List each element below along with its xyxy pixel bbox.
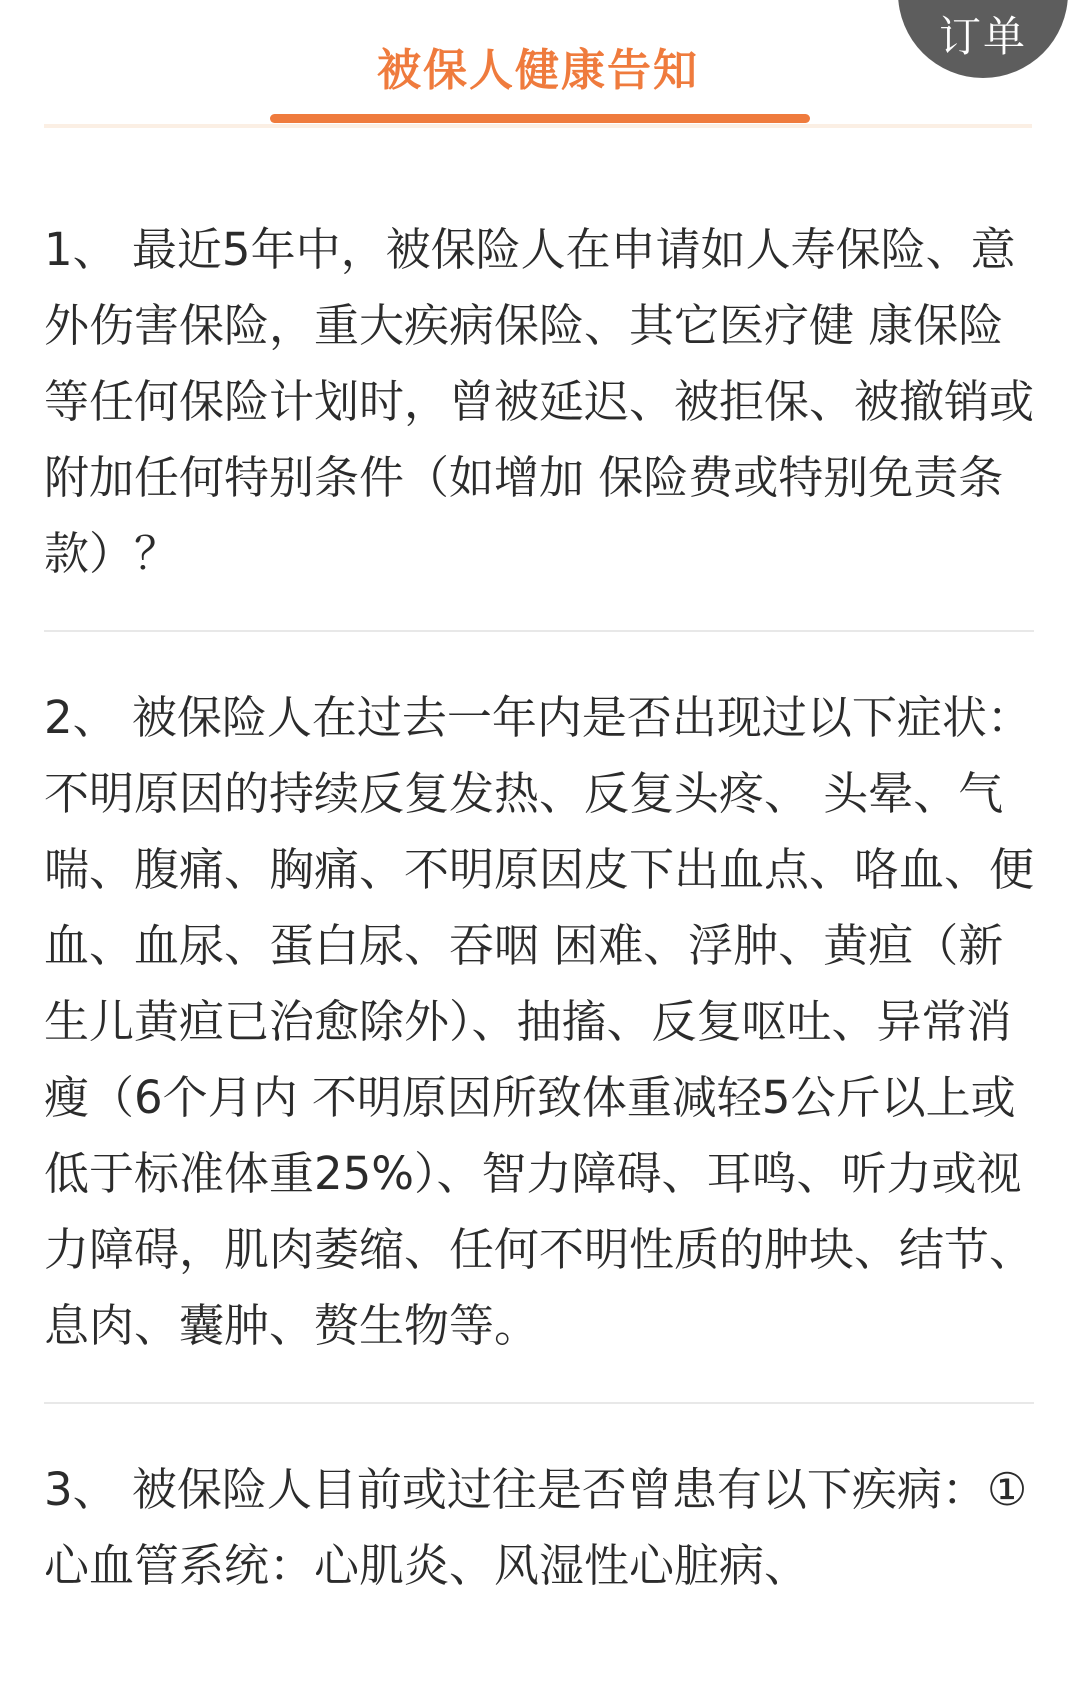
divider <box>44 1402 1034 1404</box>
page-header <box>0 0 1076 140</box>
health-questions <box>44 212 1034 1604</box>
question-3: 3、 被保险人目前或过往是否曾患有以下疾病：①心血管系统：心肌炎、风湿性心脏病、 <box>44 1463 1028 1592</box>
title-underline <box>270 114 810 123</box>
question-1: 1、 最近5年中，被保险人在申请如人寿保险、意外伤害保险，重大疾病保险、其它医疗健 康保险等任何保险计划时，曾被延迟、被拒保、被撤销或附加任何特别条件（如增加 保险费或特别免责条款）？ <box>44 223 1035 580</box>
question-2: 2、 被保险人在过去一年内是否出现过以下症状：不明原因的持续反复发热、反复头疼、 头晕、气喘、腹痛、胸痛、不明原因皮下出血点、咯血、便血、血尿、蛋白尿、吞咽 困难、浮肿、黄疸（新生儿黄疸已治愈除外）、抽搐、反复呕吐、异常消瘦（6个月内 不明原因所致体重减轻5公斤以上或低于标准体重25%）、智力障碍、耳鸣、听力或视 力障碍，肌肉萎缩、任何不明性质的肿块、结节、息肉、囊肿、赘生物等。 <box>44 691 1035 1352</box>
order-button-label: 订单 <box>938 12 1027 61</box>
header-divider <box>44 124 1032 128</box>
page-title: 被保人健康告知 <box>377 45 699 96</box>
divider <box>44 630 1034 632</box>
